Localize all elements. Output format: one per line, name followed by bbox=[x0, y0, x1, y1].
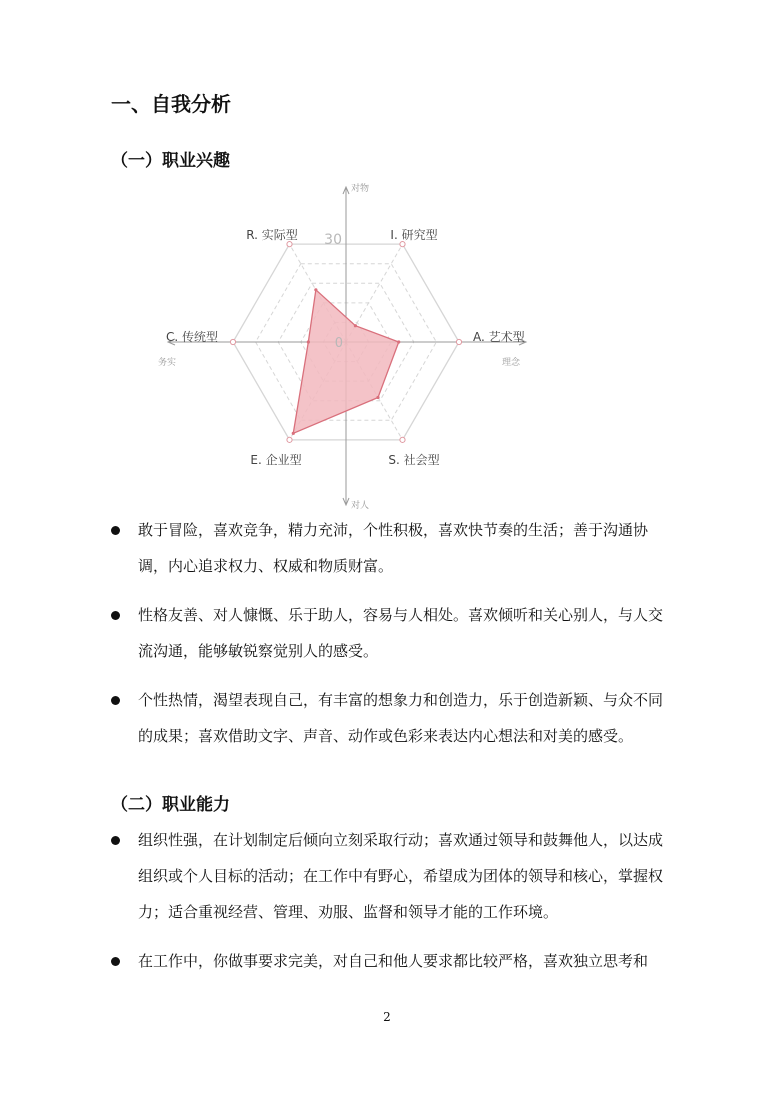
bullet-icon bbox=[111, 696, 120, 705]
direction-label-right: 理念 bbox=[502, 358, 521, 368]
radar-axis-label: S. 社会型 bbox=[388, 453, 440, 467]
direction-label-bottom: 对人 bbox=[351, 501, 370, 511]
radar-axis-label: I. 研究型 bbox=[390, 228, 438, 242]
radar-data-point bbox=[354, 324, 357, 327]
radar-vertex-marker bbox=[287, 242, 292, 247]
radar-data-point bbox=[314, 288, 317, 291]
list-item: 个性热情，渴望表现自己，有丰富的想象力和创造力，乐于创造新颖、与众不同的成果；喜欢借助文字、声音、动作或色彩来表达内心想法和对美的感受。 bbox=[111, 682, 667, 754]
list-item: 组织性强，在计划制定后倾向立刻采取行动；喜欢通过领导和鼓舞他人，以达成组织或个人目标的活动；在工作中有野心，希望成为团体的领导和核心，掌握权力；适合重视经营、管理、劝服、监督和领导才能的工作环境。 bbox=[111, 822, 667, 930]
radar-axis-label: C. 传统型 bbox=[165, 330, 218, 344]
direction-label-top: 对物 bbox=[351, 184, 370, 194]
scale-min-label: 0 bbox=[334, 336, 343, 351]
radar-data-point bbox=[307, 340, 310, 343]
bullet-icon bbox=[111, 611, 120, 620]
section-title-interest: （一）职业兴趣 bbox=[111, 151, 230, 171]
radar-vertex-marker bbox=[400, 437, 405, 442]
radar-data-point bbox=[397, 340, 400, 343]
section-title-ability: （二）职业能力 bbox=[111, 795, 230, 815]
page-heading: 一、自我分析 bbox=[111, 92, 231, 116]
radar-data-point bbox=[376, 396, 379, 399]
bullet-icon bbox=[111, 836, 120, 845]
list-item: 性格友善、对人慷慨、乐于助人，容易与人相处。喜欢倾听和关心别人，与人交流沟通，能够敏锐察觉别人的感受。 bbox=[111, 597, 667, 669]
bullet-icon bbox=[111, 526, 120, 535]
bullet-icon bbox=[111, 957, 120, 966]
scale-max-label: 30 bbox=[324, 232, 342, 248]
page-number: 2 bbox=[383, 1010, 391, 1024]
radar-vertex-marker bbox=[456, 339, 461, 344]
radar-axis-label: R. 实际型 bbox=[246, 228, 298, 242]
radar-vertex-marker bbox=[400, 242, 405, 247]
radar-axis-label: E. 企业型 bbox=[250, 453, 302, 467]
radar-data-point bbox=[292, 432, 295, 435]
list-item: 在工作中，你做事要求完美，对自己和他人要求都比较严格，喜欢独立思考和 bbox=[111, 943, 667, 979]
radar-vertex-marker bbox=[287, 437, 292, 442]
interest-radar-chart bbox=[150, 178, 540, 518]
radar-axis-label: A. 艺术型 bbox=[473, 330, 525, 344]
list-item: 敢于冒险，喜欢竞争，精力充沛，个性积极，喜欢快节奏的生活；善于沟通协调，内心追求权力、权威和物质财富。 bbox=[111, 512, 667, 584]
direction-label-left: 务实 bbox=[157, 358, 176, 368]
radar-vertex-marker bbox=[230, 339, 235, 344]
interest-list bbox=[111, 512, 667, 767]
ability-list bbox=[111, 822, 667, 992]
